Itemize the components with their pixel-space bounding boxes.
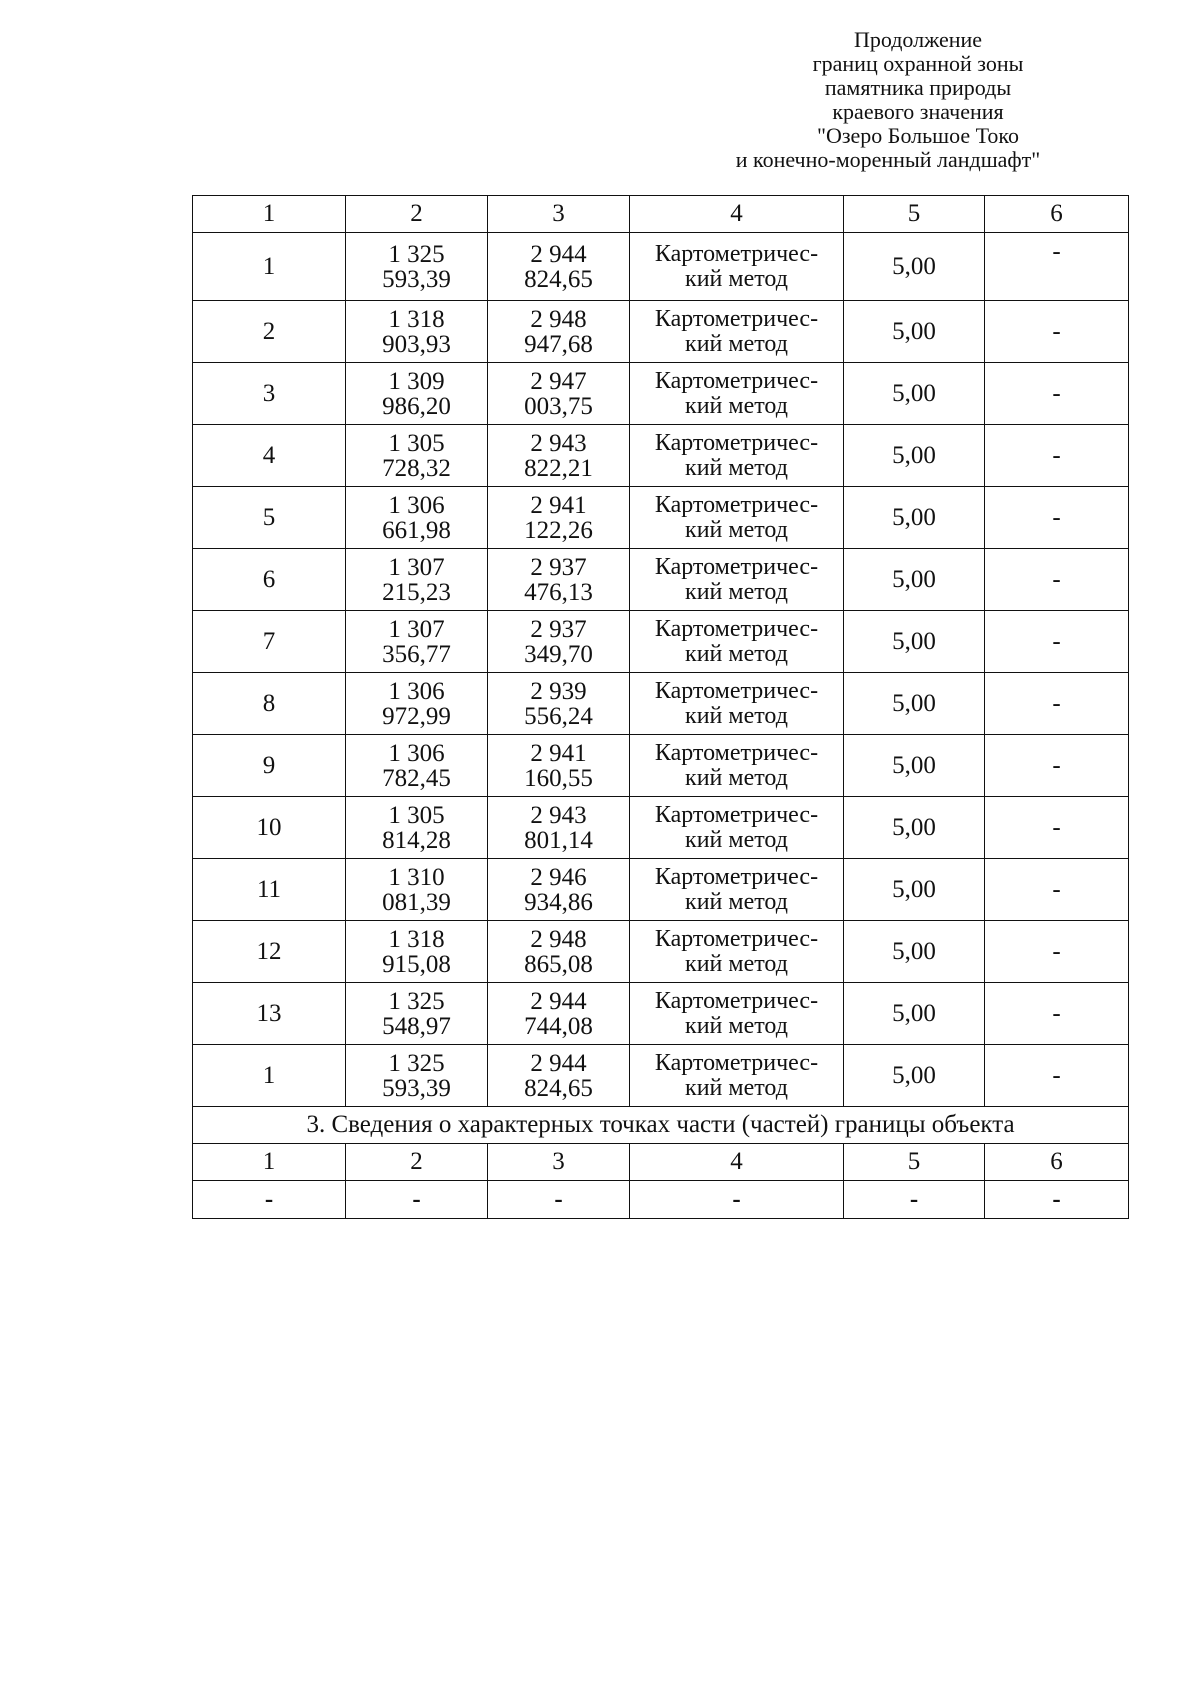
method-text: кий метод: [685, 702, 788, 729]
y-coordinate-cell: [488, 487, 630, 549]
note-cell: -: [985, 233, 1129, 301]
table-row: [193, 425, 1129, 487]
y-coordinate-part: 824,65: [524, 265, 593, 293]
y-coordinate-part: 824,65: [524, 1074, 593, 1102]
table-row: [193, 983, 1129, 1045]
y-coordinate-part: 2 937: [530, 553, 587, 581]
x-coordinate-part: 728,32: [382, 454, 451, 482]
empty-value-cell: -: [630, 1181, 844, 1219]
point-number-cell: 4: [193, 425, 346, 487]
y-coordinate-part: 476,13: [524, 578, 593, 606]
point-number-cell: 3: [193, 363, 346, 425]
x-coordinate-part: 215,23: [382, 578, 451, 606]
x-coordinate-part: 1 325: [388, 987, 445, 1015]
y-coordinate-cell: [488, 735, 630, 797]
method-text: Картометричес-: [654, 615, 819, 642]
method-text: кий метод: [685, 265, 788, 292]
x-coordinate-cell: [346, 233, 488, 301]
method-text: Картометричес-: [654, 925, 819, 952]
table-row: [193, 233, 1129, 301]
x-coordinate-cell: [346, 859, 488, 921]
point-number-cell: 1: [193, 1045, 346, 1107]
note-cell: -: [985, 673, 1129, 735]
column-header: 5: [844, 196, 985, 233]
accuracy-cell: 5,00: [844, 859, 985, 921]
y-coordinate-part: 865,08: [524, 950, 593, 978]
table-row: [193, 921, 1129, 983]
coordinates-table: [192, 195, 1129, 1219]
column-header: 3: [488, 196, 630, 233]
x-coordinate-part: 1 318: [388, 925, 445, 953]
x-coordinate-part: 593,39: [382, 1074, 451, 1102]
method-text: кий метод: [685, 640, 788, 667]
table-row: [193, 363, 1129, 425]
accuracy-cell: 5,00: [844, 425, 985, 487]
accuracy-cell: 5,00: [844, 983, 985, 1045]
x-coordinate-part: 356,77: [382, 640, 451, 668]
x-coordinate-part: 1 306: [388, 491, 445, 519]
y-coordinate-part: 2 944: [530, 1049, 587, 1077]
method-text: кий метод: [685, 330, 788, 357]
x-coordinate-cell: [346, 1045, 488, 1107]
column-header: 5: [844, 1144, 985, 1181]
note-cell: -: [985, 549, 1129, 611]
table-body: [193, 196, 1129, 1219]
point-number-cell: 11: [193, 859, 346, 921]
x-coordinate-cell: [346, 487, 488, 549]
y-coordinate-part: 934,86: [524, 888, 593, 916]
method-text: Картометричес-: [654, 987, 819, 1014]
section-title: 3. Сведения о характерных точках части (частей) границы объекта: [193, 1107, 1129, 1144]
x-coordinate-part: 903,93: [382, 330, 451, 358]
x-coordinate-part: 986,20: [382, 392, 451, 420]
accuracy-cell: 5,00: [844, 611, 985, 673]
x-coordinate-part: 593,39: [382, 265, 451, 293]
x-coordinate-cell: [346, 301, 488, 363]
y-coordinate-part: 2 937: [530, 615, 587, 643]
empty-value-cell: -: [193, 1181, 346, 1219]
accuracy-cell: 5,00: [844, 921, 985, 983]
y-coordinate-part: 2 939: [530, 677, 587, 705]
table-row: [193, 673, 1129, 735]
y-coordinate-part: 822,21: [524, 454, 593, 482]
y-coordinate-cell: [488, 859, 630, 921]
y-coordinate-part: 947,68: [524, 330, 593, 358]
point-number-cell: 9: [193, 735, 346, 797]
x-coordinate-part: 972,99: [382, 702, 451, 730]
point-number-cell: 5: [193, 487, 346, 549]
accuracy-cell: 5,00: [844, 797, 985, 859]
y-coordinate-part: 2 943: [530, 429, 587, 457]
method-text: кий метод: [685, 826, 788, 853]
table-row: [193, 487, 1129, 549]
accuracy-cell: 5,00: [844, 549, 985, 611]
document-header: [708, 28, 1128, 172]
section-title-row: [193, 1107, 1129, 1144]
y-coordinate-cell: [488, 983, 630, 1045]
y-coordinate-cell: [488, 301, 630, 363]
y-coordinate-part: 556,24: [524, 702, 593, 730]
point-number-cell: 1: [193, 233, 346, 301]
column-header-row: [193, 196, 1129, 233]
section-column-header-row: [193, 1144, 1129, 1181]
y-coordinate-part: 2 947: [530, 367, 587, 395]
method-cell: [630, 425, 844, 487]
note-cell: -: [985, 797, 1129, 859]
point-number-cell: 2: [193, 301, 346, 363]
table-row: [193, 1045, 1129, 1107]
y-coordinate-part: 2 943: [530, 801, 587, 829]
x-coordinate-cell: [346, 549, 488, 611]
header-line: "Озеро Большое Токо: [816, 123, 1019, 148]
method-cell: [630, 549, 844, 611]
method-cell: [630, 797, 844, 859]
x-coordinate-part: 1 306: [388, 739, 445, 767]
x-coordinate-part: 1 309: [388, 367, 445, 395]
method-text: Картометричес-: [654, 801, 819, 828]
x-coordinate-cell: [346, 921, 488, 983]
table-row: [193, 611, 1129, 673]
point-number-cell: 6: [193, 549, 346, 611]
method-text: Картометричес-: [654, 491, 819, 518]
table-row: [193, 797, 1129, 859]
y-coordinate-part: 2 941: [530, 491, 587, 519]
x-coordinate-cell: [346, 611, 488, 673]
y-coordinate-cell: [488, 363, 630, 425]
x-coordinate-part: 1 306: [388, 677, 445, 705]
x-coordinate-part: 081,39: [382, 888, 451, 916]
column-header: 2: [346, 1144, 488, 1181]
note-cell: -: [985, 983, 1129, 1045]
accuracy-cell: 5,00: [844, 735, 985, 797]
method-text: кий метод: [685, 578, 788, 605]
method-cell: [630, 487, 844, 549]
method-text: кий метод: [685, 888, 788, 915]
y-coordinate-cell: [488, 673, 630, 735]
empty-value-cell: -: [346, 1181, 488, 1219]
x-coordinate-part: 1 318: [388, 305, 445, 333]
header-line: Продолжение: [853, 27, 983, 52]
y-coordinate-cell: [488, 1045, 630, 1107]
note-cell: -: [985, 363, 1129, 425]
empty-value-cell: -: [985, 1181, 1129, 1219]
table-row: [193, 859, 1129, 921]
table-row: [193, 1181, 1129, 1219]
x-coordinate-part: 1 325: [388, 240, 445, 268]
note-cell: -: [985, 425, 1129, 487]
y-coordinate-cell: [488, 233, 630, 301]
y-coordinate-cell: [488, 549, 630, 611]
method-text: кий метод: [685, 764, 788, 791]
x-coordinate-part: 548,97: [382, 1012, 451, 1040]
method-text: Картометричес-: [654, 739, 819, 766]
method-cell: [630, 363, 844, 425]
note-cell: -: [985, 921, 1129, 983]
accuracy-cell: 5,00: [844, 301, 985, 363]
column-header: 3: [488, 1144, 630, 1181]
method-text: Картометричес-: [654, 305, 819, 332]
method-text: Картометричес-: [654, 429, 819, 456]
y-coordinate-part: 160,55: [524, 764, 593, 792]
y-coordinate-cell: [488, 797, 630, 859]
y-coordinate-part: 2 941: [530, 739, 587, 767]
table-row: [193, 549, 1129, 611]
x-coordinate-cell: [346, 363, 488, 425]
x-coordinate-part: 661,98: [382, 516, 451, 544]
point-number-cell: 8: [193, 673, 346, 735]
method-text: кий метод: [685, 454, 788, 481]
column-header: 4: [630, 1144, 844, 1181]
method-text: Картометричес-: [654, 863, 819, 890]
header-line: и конечно-моренный ландшафт": [735, 147, 1041, 172]
method-cell: [630, 735, 844, 797]
point-number-cell: 7: [193, 611, 346, 673]
x-coordinate-part: 1 307: [388, 615, 445, 643]
method-text: Картометричес-: [654, 1049, 819, 1076]
column-header: 4: [630, 196, 844, 233]
x-coordinate-part: 1 325: [388, 1049, 445, 1077]
accuracy-cell: 5,00: [844, 363, 985, 425]
point-number-cell: 13: [193, 983, 346, 1045]
x-coordinate-part: 782,45: [382, 764, 451, 792]
point-number-cell: 12: [193, 921, 346, 983]
header-line: памятника природы: [824, 75, 1012, 100]
header-line: краевого значения: [832, 99, 1004, 124]
note-cell: -: [985, 301, 1129, 363]
method-cell: [630, 611, 844, 673]
y-coordinate-part: 744,08: [524, 1012, 593, 1040]
empty-value-cell: -: [844, 1181, 985, 1219]
x-coordinate-part: 915,08: [382, 950, 451, 978]
x-coordinate-part: 1 307: [388, 553, 445, 581]
x-coordinate-part: 1 305: [388, 801, 445, 829]
method-text: Картометричес-: [654, 240, 819, 267]
y-coordinate-part: 122,26: [524, 516, 593, 544]
note-cell: -: [985, 611, 1129, 673]
accuracy-cell: 5,00: [844, 673, 985, 735]
x-coordinate-cell: [346, 673, 488, 735]
method-text: кий метод: [685, 516, 788, 543]
empty-value-cell: -: [488, 1181, 630, 1219]
x-coordinate-cell: [346, 735, 488, 797]
x-coordinate-cell: [346, 797, 488, 859]
accuracy-cell: 5,00: [844, 487, 985, 549]
method-cell: [630, 921, 844, 983]
column-header: 1: [193, 196, 346, 233]
column-header: 6: [985, 1144, 1129, 1181]
y-coordinate-part: 003,75: [524, 392, 593, 420]
header-line: границ охранной зоны: [812, 51, 1024, 76]
method-cell: [630, 233, 844, 301]
accuracy-cell: 5,00: [844, 1045, 985, 1107]
method-cell: [630, 859, 844, 921]
x-coordinate-part: 1 305: [388, 429, 445, 457]
y-coordinate-part: 2 948: [530, 925, 587, 953]
x-coordinate-part: 814,28: [382, 826, 451, 854]
accuracy-cell: 5,00: [844, 233, 985, 301]
y-coordinate-cell: [488, 425, 630, 487]
table-row: [193, 735, 1129, 797]
column-header: 2: [346, 196, 488, 233]
note-cell: -: [985, 1045, 1129, 1107]
method-cell: [630, 1045, 844, 1107]
column-header: 6: [985, 196, 1129, 233]
y-coordinate-part: 2 944: [530, 240, 587, 268]
method-text: кий метод: [685, 1012, 788, 1039]
note-cell: -: [985, 487, 1129, 549]
x-coordinate-cell: [346, 983, 488, 1045]
point-number-cell: 10: [193, 797, 346, 859]
method-text: кий метод: [685, 392, 788, 419]
method-text: Картометричес-: [654, 367, 819, 394]
note-cell: -: [985, 735, 1129, 797]
y-coordinate-cell: [488, 611, 630, 673]
note-cell: -: [985, 859, 1129, 921]
method-cell: [630, 983, 844, 1045]
y-coordinate-cell: [488, 921, 630, 983]
y-coordinate-part: 349,70: [524, 640, 593, 668]
method-cell: [630, 673, 844, 735]
y-coordinate-part: 801,14: [524, 826, 593, 854]
column-header: 1: [193, 1144, 346, 1181]
x-coordinate-part: 1 310: [388, 863, 445, 891]
table-row: [193, 301, 1129, 363]
y-coordinate-part: 2 944: [530, 987, 587, 1015]
y-coordinate-part: 2 948: [530, 305, 587, 333]
method-cell: [630, 301, 844, 363]
y-coordinate-part: 2 946: [530, 863, 587, 891]
method-text: Картометричес-: [654, 677, 819, 704]
method-text: кий метод: [685, 950, 788, 977]
method-text: Картометричес-: [654, 553, 819, 580]
method-text: кий метод: [685, 1074, 788, 1101]
x-coordinate-cell: [346, 425, 488, 487]
